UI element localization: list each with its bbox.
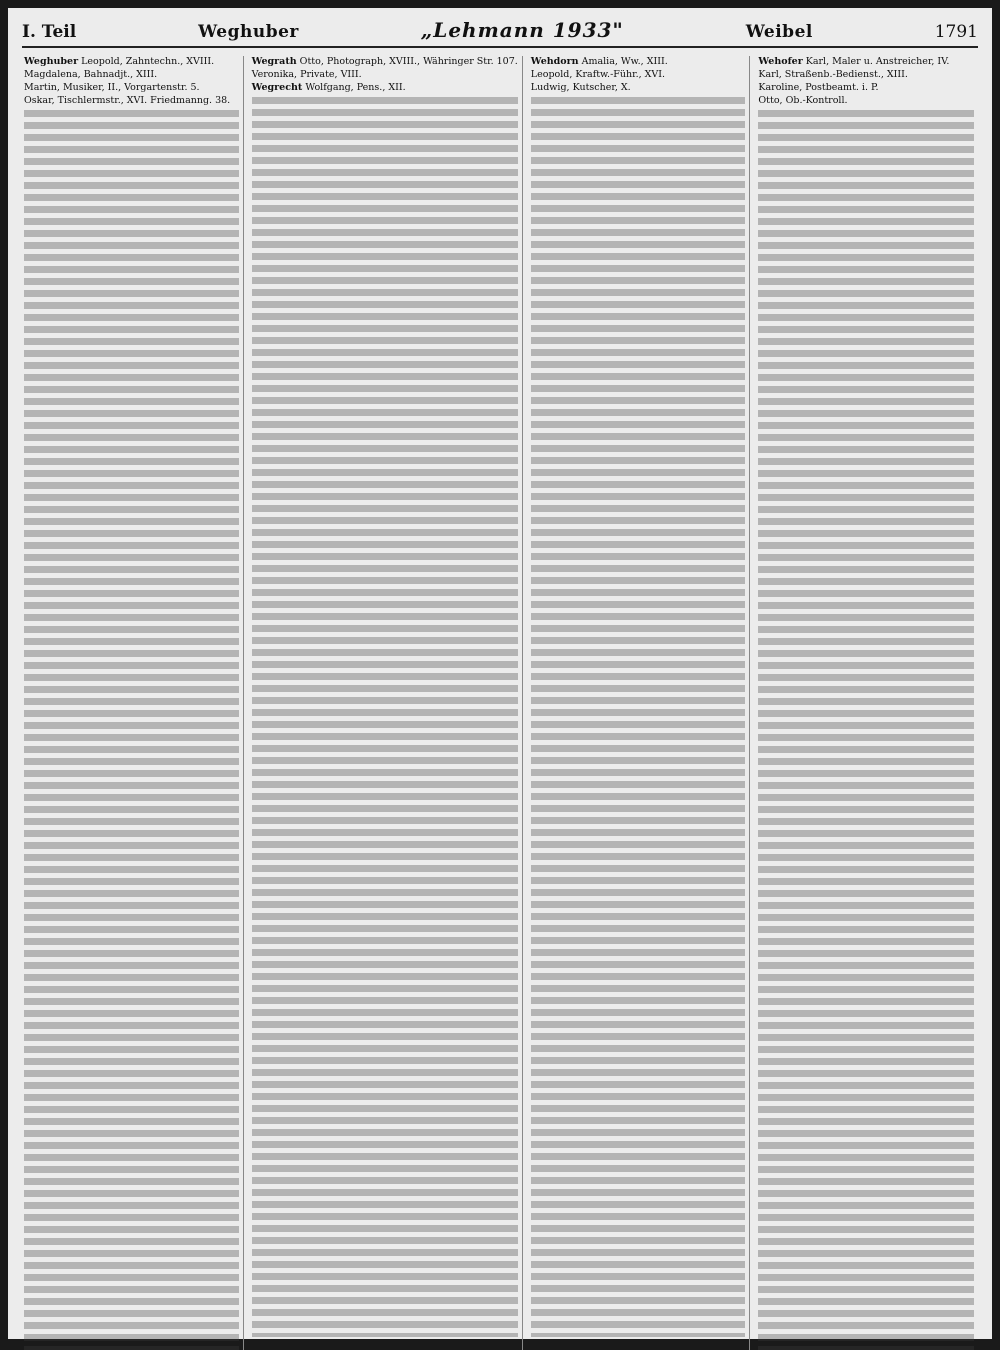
dense-entries-text-block	[252, 97, 518, 1337]
part-label: I. Teil	[22, 22, 77, 42]
entry-text: Otto, Ob.-Kontroll.	[758, 95, 848, 106]
entry-text: Ludwig, Kutscher, X.	[530, 82, 631, 93]
column-4	[756, 56, 978, 1350]
entry-surname: Wehdorn	[530, 56, 579, 67]
directory-entry	[758, 56, 974, 68]
entry-text: Amalia, Ww., XIII.	[581, 56, 668, 67]
directory-entry	[24, 95, 239, 107]
directory-entry	[758, 69, 974, 81]
directory-page	[8, 8, 992, 1339]
page-header	[22, 18, 978, 48]
entry-text: Martin, Musiker, II., Vorgartenstr. 5.	[24, 82, 200, 93]
entry-text: Otto, Photograph, XVIII., Währinger Str. 107.	[299, 56, 518, 67]
directory-columns	[22, 56, 978, 1325]
entry-text: Leopold, Zahntechn., XVIII.	[81, 56, 215, 67]
directory-entry	[24, 69, 239, 81]
directory-entry	[252, 69, 518, 81]
entry-text: Oskar, Tischlermstr., XVI. Friedmanng. 38.	[24, 95, 231, 106]
column-2	[250, 56, 523, 1350]
directory-entry	[758, 82, 974, 94]
directory-title: „Lehmann 1933"	[420, 18, 624, 42]
directory-entry	[24, 82, 239, 94]
last-entry-name: Weibel	[745, 22, 813, 42]
dense-entries-text-block	[758, 110, 974, 1350]
entry-text: Karoline, Postbeamt. i. P.	[758, 82, 879, 93]
entry-text: Karl, Straßenb.-Bedienst., XIII.	[758, 69, 908, 80]
column-3	[529, 56, 751, 1350]
directory-entry	[758, 95, 974, 107]
dense-entries-text-block	[531, 97, 746, 1337]
directory-entry	[531, 56, 746, 68]
entry-surname: Wehofer	[758, 56, 803, 67]
directory-entry	[24, 56, 239, 68]
entry-text: Magdalena, Bahnadjt., XIII.	[24, 69, 158, 80]
directory-entry	[252, 82, 518, 94]
entry-text: Wolfgang, Pens., XII.	[305, 82, 406, 93]
column-1	[22, 56, 244, 1350]
directory-entry	[531, 82, 746, 94]
entry-text: Leopold, Kraftw.-Führ., XVI.	[530, 69, 666, 80]
first-entry-name: Weghuber	[198, 22, 299, 42]
entry-surname: Wegrath	[251, 56, 297, 67]
dense-entries-text-block	[24, 110, 239, 1350]
directory-entry	[252, 56, 518, 68]
directory-entry	[531, 69, 746, 81]
entry-text: Karl, Maler u. Anstreicher, IV.	[805, 56, 950, 67]
entry-text: Veronika, Private, VIII.	[251, 69, 362, 80]
entry-surname: Weghuber	[24, 56, 79, 67]
page-number: 1791	[934, 22, 978, 42]
entry-surname: Wegrecht	[251, 82, 303, 93]
